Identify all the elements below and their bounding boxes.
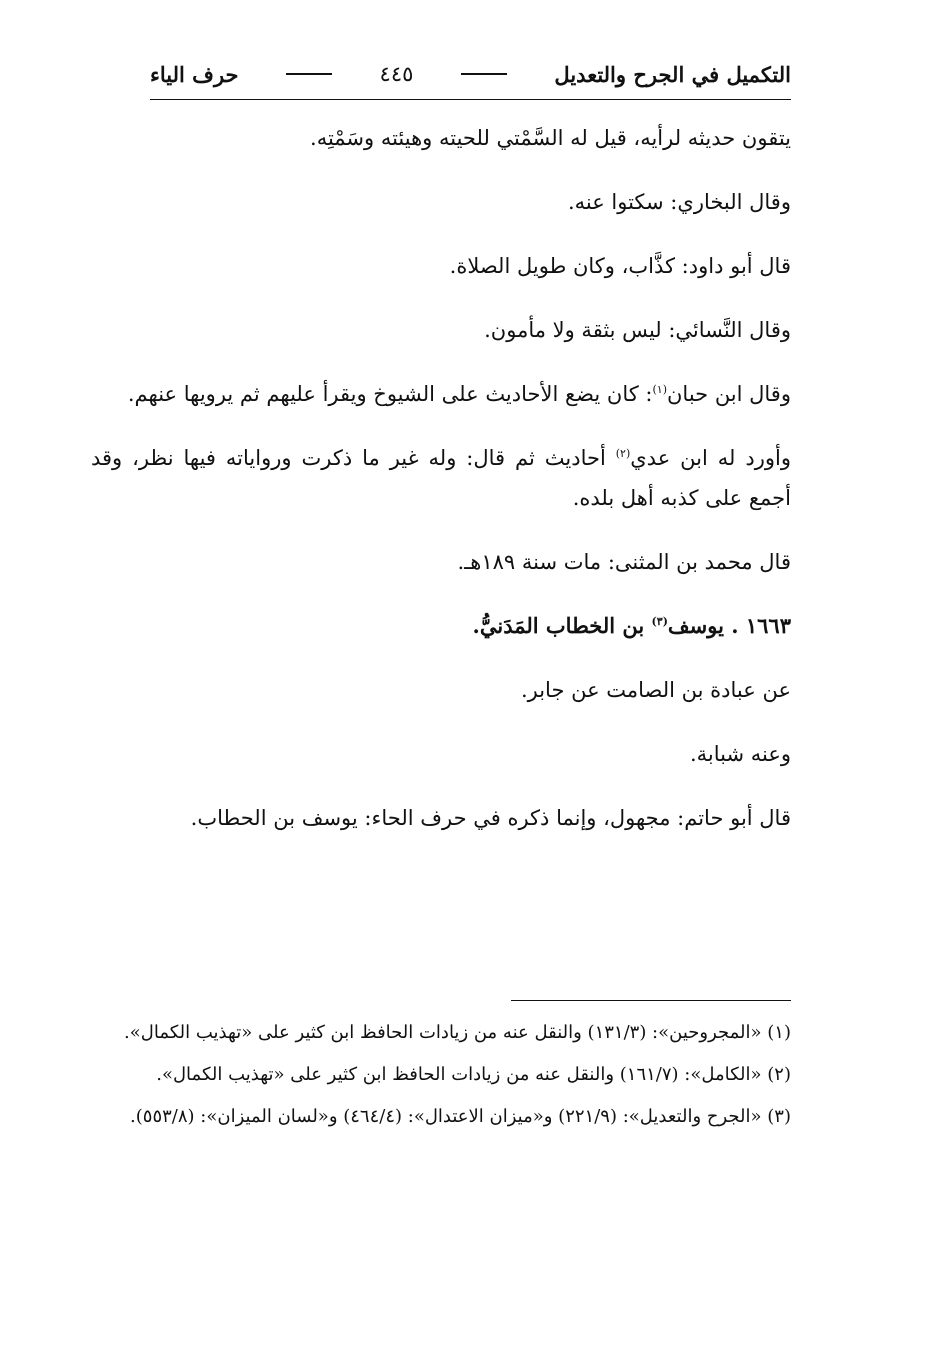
book-title: التكميل في الجرح والتعديل xyxy=(554,61,791,87)
header-divider xyxy=(150,99,791,100)
footnote: (٣) «الجرح والتعديل»: (٢٢١/٩) و«ميزان الاعتدال»: (٤٦٤/٤) و«لسان الميزان»: (٥٥٣/٨). xyxy=(130,1106,791,1127)
entry-name: بن الخطاب المَدَنيُّ. xyxy=(472,613,652,638)
entry-heading xyxy=(91,606,791,646)
paragraph: عن عبادة بن الصامت عن جابر. xyxy=(520,678,791,702)
main-text xyxy=(91,118,791,862)
paragraph-text: أحاديث ثم قال: وله غير ما ذكرت ورواياته فيها نظر، وقد أجمع على كذبه أهل بلده. xyxy=(91,446,791,510)
paragraph-text: : كان يضع الأحاديث على الشيوخ ويقرأ عليهم ثم يرويها عنهم. xyxy=(127,382,653,406)
paragraph: قال أبو حاتم: مجهول، وإنما ذكره في حرف الحاء: يوسف بن الحطاب. xyxy=(190,806,791,830)
footnote: (١) «المجروحين»: (١٣١/٣) والنقل عنه من زيادات الحافظ ابن كثير على «تهذيب الكمال». xyxy=(124,1022,791,1043)
paragraph: يتقون حديثه لرأيه، قيل له السَّمْتي للحيته وهيئته وسَمْتِه. xyxy=(310,126,791,150)
header-dash xyxy=(286,73,332,75)
paragraph: وقال النَّسائي: ليس بثقة ولا مأمون. xyxy=(484,318,791,342)
paragraph xyxy=(91,374,791,414)
footnote-reference[interactable]: (٢) xyxy=(615,447,631,460)
paragraph: وقال البخاري: سكتوا عنه. xyxy=(567,190,791,214)
section-title: حرف الياء xyxy=(150,61,239,87)
paragraph: وعنه شبابة. xyxy=(689,742,791,766)
paragraph: قال أبو داود: كذَّاب، وكان طويل الصلاة. xyxy=(449,254,791,278)
footnote-divider xyxy=(511,1000,791,1001)
entry-separator: . xyxy=(723,613,739,638)
paragraph-text: وقال ابن حبان xyxy=(667,382,791,406)
paragraph xyxy=(91,438,791,518)
footnote-reference[interactable]: (١) xyxy=(652,383,667,396)
paragraph-text: وأورد له ابن عدي xyxy=(630,446,791,470)
footnote: (٢) «الكامل»: (١٦١/٧) والنقل عنه من زيادات الحافظ ابن كثير على «تهذيب الكمال». xyxy=(156,1064,791,1085)
running-header xyxy=(150,52,791,96)
footnote-reference[interactable]: (٣) xyxy=(651,615,668,628)
footnotes xyxy=(91,1014,791,1140)
page-number: ٤٤٥ xyxy=(379,62,414,86)
entry-number: ١٦٦٣ xyxy=(745,613,791,638)
header-dash xyxy=(461,73,507,75)
paragraph: قال محمد بن المثنى: مات سنة ١٨٩هـ. xyxy=(457,550,791,574)
entry-name: يوسف xyxy=(667,613,724,638)
